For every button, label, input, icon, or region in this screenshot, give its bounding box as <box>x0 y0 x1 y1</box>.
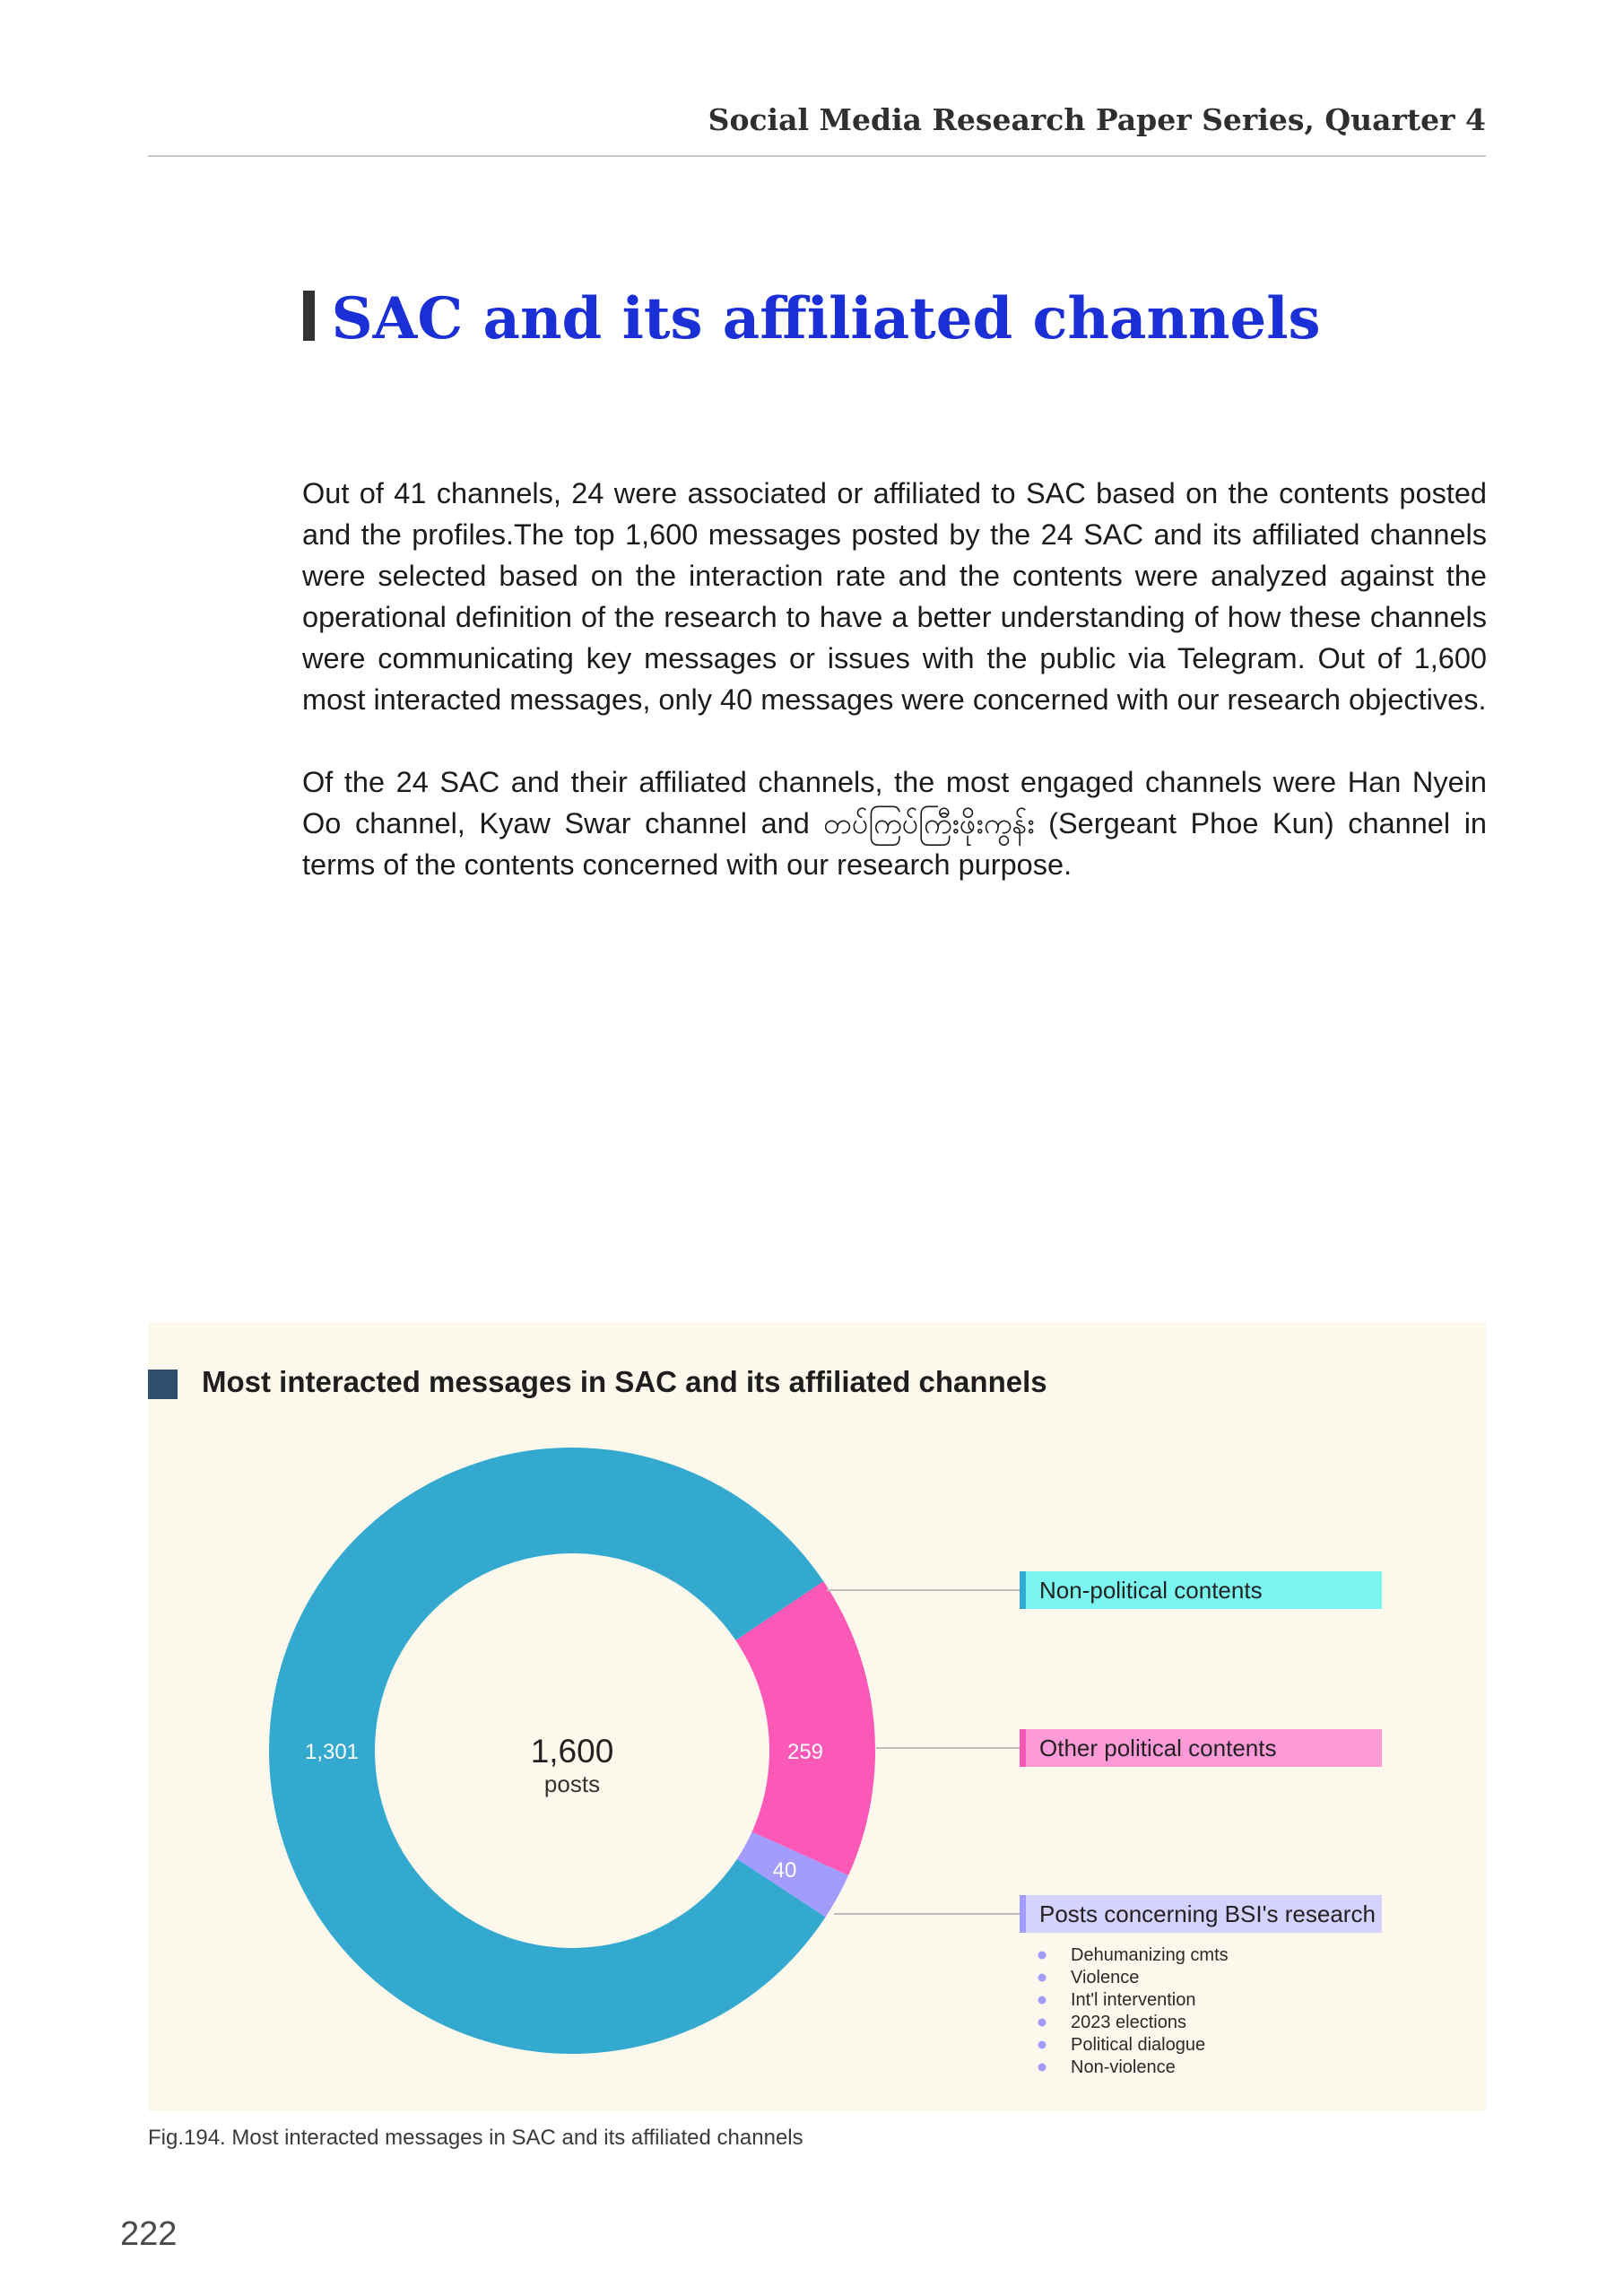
legend-sub-item: 2023 elections <box>1071 2013 1186 2032</box>
legend-sub-item: Int'l intervention <box>1071 1990 1196 2010</box>
donut-chart <box>148 1322 1486 2111</box>
figure-panel <box>148 1322 1486 2111</box>
figure-title: Most interacted messages in SAC and its affiliated channels <box>202 1365 1047 1398</box>
header-divider <box>148 155 1486 157</box>
legend-label-1: Other political contents <box>1039 1735 1277 1761</box>
legend-sub-item: Violence <box>1071 1968 1140 1987</box>
donut-center-label: posts <box>543 1770 601 1797</box>
legend-sub-item: Non-violence <box>1071 2057 1176 2077</box>
legend-sub-item: Dehumanizing cmts <box>1071 1945 1229 1965</box>
legend-sub-bullet <box>1038 1996 1046 2005</box>
legend-sub-bullet <box>1038 1952 1046 1960</box>
legend-sub-bullet <box>1038 2041 1046 2049</box>
donut-center-value: 1,600 <box>530 1733 614 1770</box>
slice-value-label-0: 1,301 <box>304 1740 360 1764</box>
running-header: Social Media Research Paper Series, Quarter 4 <box>708 102 1486 137</box>
legend-sub-bullet <box>1038 2064 1046 2072</box>
heading-bar-marker <box>303 291 315 341</box>
legend-accent-0 <box>1020 1571 1026 1609</box>
slice-value-label-1: 259 <box>786 1740 824 1764</box>
legend-sub-bullet <box>1038 2019 1046 2027</box>
figure-caption: Fig.194. Most interacted messages in SAC and its affiliated channels <box>148 2126 803 2150</box>
legend-label-2: Posts concerning BSI's research <box>1039 1900 1376 1927</box>
body-paragraph-1: Out of 41 channels, 24 were associated or affiliated to SAC based on the contents posted and the profiles.The top 1,600 messages posted by the 24 SAC and its affiliated channels were selected based on the interaction rate and the contents were analyzed against the operational definition of the research to have a better understanding of how these channels were communicating key messages or issues with the public via Telegram. Out of 1,600 most interacted messages, only 40 messages were concerned with our research objectives. <box>302 477 1487 716</box>
legend-sub-item: Political dialogue <box>1071 2035 1206 2055</box>
section-heading-text: SAC and its affiliated channels <box>331 285 1321 352</box>
legend-accent-1 <box>1020 1729 1026 1767</box>
legend-accent-2 <box>1020 1895 1026 1933</box>
slice-value-label-2: 40 <box>772 1858 797 1883</box>
section-heading <box>0 285 1624 352</box>
body-paragraph-2: Of the 24 SAC and their affiliated channels, the most engaged channels were Han Nyein Oo channel, Kyaw Swar channel and တပ်ကြပ်ကြီးဖိုးကွန်း (Sergeant Phoe Kun) channel in terms of the contents concerned with our research purpose. <box>302 766 1487 881</box>
page-number: 222 <box>120 2215 178 2253</box>
legend-label-0: Non-political contents <box>1039 1577 1263 1604</box>
legend-sub-bullet <box>1038 1974 1046 1982</box>
